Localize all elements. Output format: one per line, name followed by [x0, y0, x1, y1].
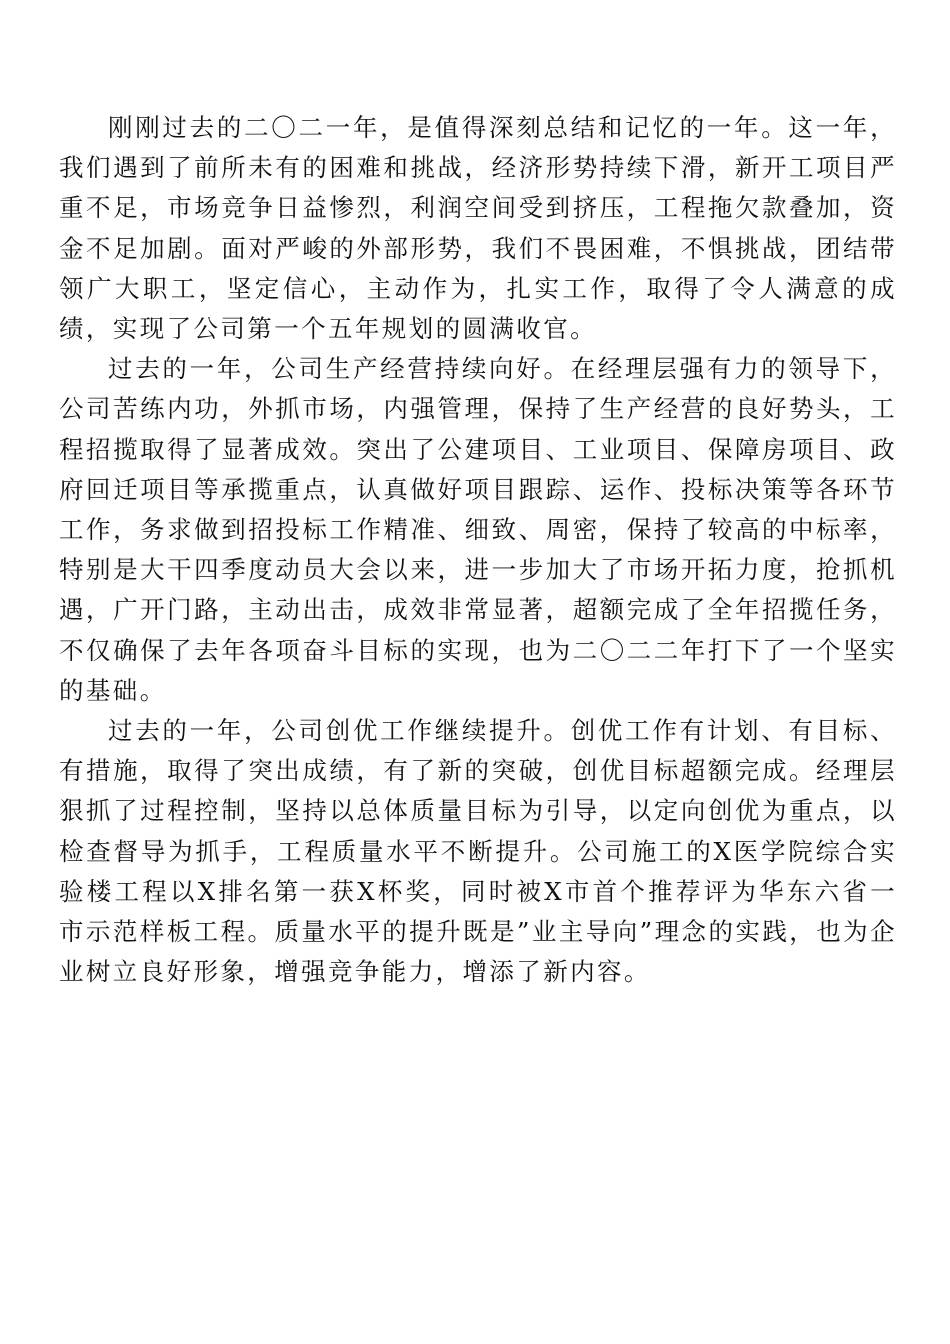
- paragraph-production-operations: 过去的一年，公司生产经营持续向好。在经理层强有力的领导下，公司苦练内功，外抓市场，内强管理，保持了生产经营的良好势头，工程招揽取得了显著成效。突出了公建项目、工业项目、保障房项目、政府回迁项目等承揽重点，认真做好项目跟踪、运作、投标决策等各环节工作，务求做到招投标工作精准、细致、周密，保持了较高的中标率，特别是大干四季度动员大会以来，进一步加大了市场开拓力度，抢抓机遇，广开门路，主动出击，成效非常显著，超额完成了全年招揽任务，不仅确保了去年各项奋斗目标的实现，也为二〇二二年打下了一个坚实的基础。: [59, 354, 897, 705]
- document-body: [59, 108, 897, 992]
- paragraph-year-summary: 刚刚过去的二〇二一年，是值得深刻总结和记忆的一年。这一年，我们遇到了前所未有的困难和挑战，经济形势持续下滑，新开工项目严重不足，市场竞争日益惨烈，利润空间受到挤压，工程拖欠款叠加，资金不足加剧。面对严峻的外部形势，我们不畏困难，不惧挑战，团结带领广大职工，坚定信心，主动作为，扎实工作，取得了令人满意的成绩，实现了公司第一个五年规划的圆满收官。: [59, 113, 897, 344]
- paragraph-quality-excellence: 过去的一年，公司创优工作继续提升。创优工作有计划、有目标、有措施，取得了突出成绩，有了新的突破，创优目标超额完成。经理层狠抓了过程控制，坚持以总体质量目标为引导，以定向创优为重点，以检查督导为抓手，工程质量水平不断提升。公司施工的X医学院综合实验楼工程以X排名第一获X杯奖，同时被X市首个推荐评为华东六省一市示范样板工程。质量水平的提升既是”业主导向”理念的实践，也为企业树立良好形象，增强竞争能力，增添了新内容。: [59, 716, 897, 987]
